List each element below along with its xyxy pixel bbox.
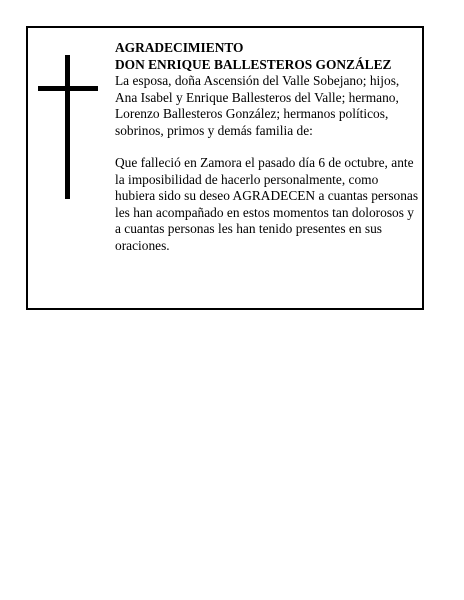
family-paragraph: La esposa, doña Ascensión del Valle Sobejano; hijos, Ana Isabel y Enrique Ballesteros del Valle; hermano, Lorenzo Ballesteros González; hermanos políticos, sobrinos, primos y demás familia de: — [115, 73, 400, 138]
obituary-notice-box — [26, 26, 424, 310]
deceased-name: DON ENRIQUE BALLESTEROS GONZÁLEZ — [115, 56, 392, 72]
thanks-paragraph: Que falleció en Zamora el pasado día 6 de octubre, ante la imposibilidad de hacerlo personalmente, como hubiera sido su deseo AGRADECEN a cuantas personas les han acompañado en estos momentos tan dolorosos y a cuantas personas les han tenido presentes en sus oraciones. — [115, 155, 419, 253]
notice-text-block — [115, 40, 420, 254]
paragraph-spacer — [115, 139, 420, 155]
cross-horizontal-bar — [38, 86, 98, 91]
notice-title: AGRADECIMIENTO — [115, 40, 244, 55]
cross-icon — [38, 55, 98, 199]
cross-vertical-bar — [65, 55, 70, 199]
